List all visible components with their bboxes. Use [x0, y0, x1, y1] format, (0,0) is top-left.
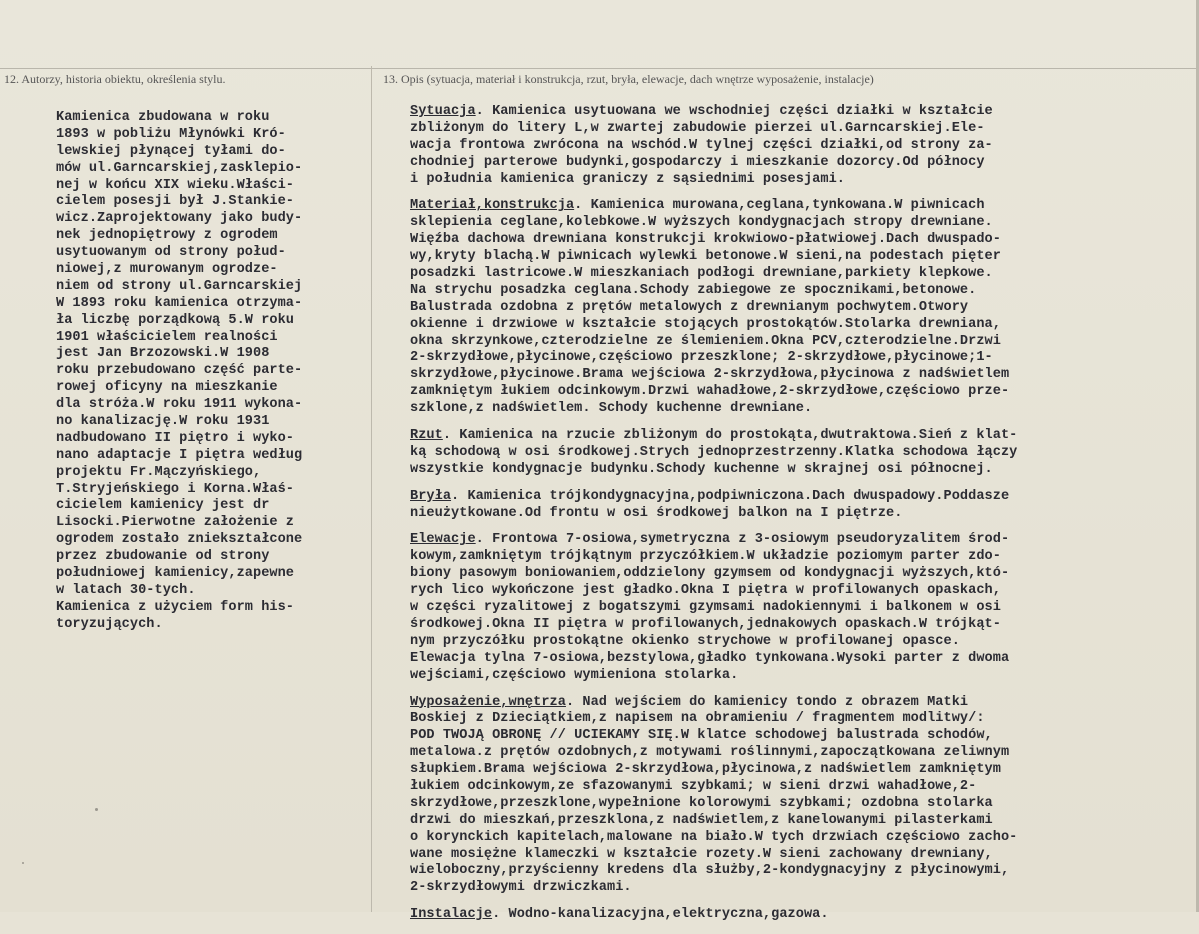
description-text-line: łukiem odcinkowym,ze sfazowanymi szybkami; w sieni drzwi wahadłowe,2- [410, 778, 977, 794]
section-heading: Instalacje [410, 907, 493, 923]
description-text-line: skrzydłowe,płycinowe.Brama wejściowa 2-skrzydłowa,płycinowa z nadświetlem [410, 367, 1010, 383]
description-text-line: posadzki lastricowe.W mieszkaniach podłogi drewniane,parkiety klepkowe. [410, 266, 993, 282]
description-text-line: wy,kryty blachą.W piwnicach wylewki betonowe.W sieni,na podestach pięter [410, 249, 1001, 265]
description-text-line: wacja frontowa zwrócona na wschód.W tylnej części działki,od strony za- [410, 137, 993, 153]
history-text-line: usytuowanym od strony połud- [56, 245, 286, 261]
description-text-line: chodniej parterowe budynki,gospodarczy i mieszkanie dozorcy.Od północy [410, 154, 985, 170]
paper-speck [95, 808, 98, 811]
history-text-line: ła liczbę porządkową 5.W roku [56, 312, 295, 328]
history-text-line: roku przebudowano część parte- [56, 363, 303, 379]
description-text-line: zamkniętym łukiem odcinkowym.Drzwi wahadłowe,2-skrzydłowe,częściowo prze- [410, 384, 1010, 400]
section-heading: Materiał,konstrukcja [410, 198, 575, 214]
description-text-line: nym przyczółku prostokątne okienko strychowe w profilowanej opasce. [410, 633, 960, 649]
history-text-line: W 1893 roku kamienica otrzyma- [56, 295, 303, 311]
description-text-line: rych lico wykończone jest gładko.Okna I piętra w profilowanych opaskach, [410, 583, 1001, 599]
description-text-line: Elewacja tylna 7-osiowa,bezstylowa,gładko tynkowana.Wysoki parter z dwoma [410, 650, 1010, 666]
history-text-line: rowej oficyny na mieszkanie [56, 380, 278, 396]
history-text-line: Kamienica z użyciem form his- [56, 599, 295, 615]
history-text-line: T.Stryjeńskiego i Korna.Właś- [56, 481, 295, 497]
section-header-authors: 12. Autorzy, historia obiektu, określenia stylu. [4, 72, 226, 86]
history-text-line: południowej kamienicy,zapewne [56, 566, 295, 582]
section-heading: Wyposażenie,wnętrza [410, 694, 566, 710]
description-text-line: słupkiem.Brama wejściowa 2-skrzydłowa,płycinowa,z nadświetlem zamkniętym [410, 762, 1001, 778]
description-text-line: Balustrada ozdobna z prętów metalowych z drewnianym pochwytem.Otwory [410, 299, 969, 315]
description-text-line: Na strychu posadzka ceglana.Schody zabiegowe ze spocznikami,betonowe. [410, 282, 977, 298]
section-heading-continuation: . Kamienica trójkondygnacyjna,podpiwniczona.Dach dwuspadowy.Poddasze [451, 488, 1010, 504]
description-text-line: sklepienia ceglane,kolebkowe.W wyższych kondygnacjach stropy drewniane. [410, 215, 993, 231]
history-text-line: niem od strony ul.Garncarskiej [56, 278, 303, 294]
description-text-line: wszystkie kondygnacje budynku.Schody kuchenne w skrajnej osi północnej. [410, 461, 993, 477]
section-heading-continuation: . Kamienica murowana,ceglana,tynkowana.W piwnicach [574, 198, 985, 214]
history-text-line: toryzujących. [56, 616, 163, 632]
history-text-line: cielem posesji był J.Stankie- [56, 194, 295, 210]
section-heading-continuation: . Kamienica na rzucie zbliżonym do prostokąta,dwutraktowa.Sień z klat- [442, 428, 1018, 444]
section-heading-continuation: . Wodno-kanalizacyjna,elektryczna,gazowa. [492, 907, 829, 923]
description-text-line: zbliżonym do litery L,w zwartej zabudowie pierzei ul.Garncarskiej.Ele- [410, 120, 985, 136]
column-divider [371, 66, 372, 912]
section-first-line [410, 104, 1017, 121]
section-heading: Rzut [410, 428, 443, 444]
description-text-line: ką schodową w osi środkowej.Strych jednoprzestrzenny.Klatka schodowa łączy [410, 444, 1018, 460]
section-heading-continuation: . Frontowa 7-osiowa,symetryczna z 3-osiowym pseudoryzalitem środ- [475, 532, 1010, 548]
description-text-line: i południa kamienica graniczy z sąsiednimi posesjami. [410, 171, 846, 187]
section-first-line [410, 907, 1017, 924]
history-column [56, 110, 302, 634]
history-text-line: nej w końcu XIX wieku.Właści- [56, 177, 295, 193]
history-text-line: w latach 30-tych. [56, 582, 196, 598]
section-heading: Elewacje [410, 532, 476, 548]
section-heading-continuation: . Nad wejściem do kamienicy tondo z obrazem Matki [565, 694, 969, 710]
description-text-line: o korynckich kapitelach,malowane na biało.W tych drzwiach częściowo zacho- [410, 829, 1018, 845]
description-text-line: 2-skrzydłowe,płycinowe,częściowo przeszklone; 2-skrzydłowe,płycinowe;1- [410, 350, 993, 366]
section-first-line [410, 695, 1017, 712]
section-heading: Bryła [410, 488, 452, 504]
description-text-line: wieloboczny,przyścienny kredens dla służby,2-kondygnacyjny z płycinowymi, [410, 863, 1010, 879]
description-text-line: 2-skrzydłowymi drzwiczkami. [410, 880, 632, 896]
description-text-line: okienne i drzwiowe w kształcie stojących prostokątów.Stolarka drewniana, [410, 316, 1001, 332]
history-text-line: jest Jan Brzozowski.W 1908 [56, 346, 270, 362]
description-text-line: środkowej.Okna II piętra w profilowanych,jednakowych opaskach.W trójkąt- [410, 616, 1001, 632]
history-text-line: lewskiej płynącej tyłami do- [56, 143, 286, 159]
section-heading-continuation: . Kamienica usytuowana we wschodniej części działki w kształcie [475, 104, 993, 119]
description-text-line: wejściami,częściowo wymieniona stolarka. [410, 667, 739, 683]
header-rule [0, 68, 1199, 69]
description-text-line: metalowa.z prętów ozdobnych,z motywami roślinnymi,zapoczątkowana zeliwnym [410, 745, 1010, 761]
description-section [410, 198, 1017, 418]
description-text-line: drzwi do mieszkań,przeszklona,z nadświetlem,z kanelowanymi pilasterkami [410, 812, 993, 828]
history-text-line: Kamienica zbudowana w roku [56, 110, 270, 125]
section-first-line [410, 198, 1017, 215]
description-section [410, 428, 1017, 479]
history-text-line: projektu Fr.Mączyńskiego, [56, 464, 262, 480]
history-text-line: przez zbudowanie od strony [56, 549, 270, 565]
history-text-line: ogrodem zostało zniekształcone [56, 532, 303, 548]
section-heading: Sytuacja [410, 104, 476, 119]
description-text-line: okna skrzynkowe,czterodzielne ze ślemieniem.Okna PCV,czterodzielne.Drzwi [410, 333, 1001, 349]
history-text-line: nek jednopiętrowy z ogrodem [56, 228, 278, 244]
history-text-line: no kanalizację.W roku 1931 [56, 414, 270, 430]
history-text-line: nano adaptacje I piętra według [56, 447, 303, 463]
description-text-line: nieużytkowane.Od frontu w osi środkowej balkon na I piętrze. [410, 505, 903, 521]
description-section [410, 907, 1017, 924]
description-text-line: biony pasowym boniowaniem,oddzielony gzymsem od kondygnacji wyższych,któ- [410, 566, 1010, 582]
description-section [410, 104, 1017, 188]
description-text-line: POD TWOJĄ OBRONĘ // UCIEKAMY SIĘ.W klatce schodowej balustrada schodów, [410, 728, 993, 744]
description-section [410, 489, 1017, 523]
history-text-line: niowej,z murowanym ogrodze- [56, 262, 278, 278]
description-text-line: szklone,z nadświetlem. Schody kuchenne drewniane. [410, 401, 813, 417]
section-first-line [410, 532, 1017, 549]
history-text-line: mów ul.Garncarskiej,zasklepio- [56, 160, 303, 176]
description-text-line: w części ryzalitowej z bogatszymi gzymsami nadokiennymi i balkonem w osi [410, 600, 1001, 616]
description-text-line: Więźba dachowa drewniana konstrukcji krokwiowo-płatwiowej.Dach dwuspado- [410, 232, 1001, 248]
description-text-line: wane mosiężne klameczki w kształcie rozety.W sieni zachowany drewniany, [410, 846, 993, 862]
description-text-line: skrzydłowe,przeszklone,wypełnione kolorowymi szybkami; ozdobna stolarka [410, 795, 993, 811]
history-text-line: Lisocki.Pierwotne założenie z [56, 515, 295, 531]
description-section [410, 695, 1017, 898]
history-text-line: nadbudowano II piętro i wyko- [56, 430, 295, 446]
description-column [410, 104, 1017, 934]
section-first-line [410, 428, 1017, 445]
section-first-line [410, 489, 1017, 506]
description-section [410, 532, 1017, 684]
history-text-line: 1901 właścicielem realności [56, 329, 278, 345]
description-text-line: Boskiej z Dzieciątkiem,z napisem na obramieniu / fragmentem modlitwy/: [410, 711, 985, 727]
paper-speck [22, 862, 24, 864]
history-text-line: dla stróża.W roku 1911 wykona- [56, 397, 303, 413]
history-text-line: cicielem kamienicy jest dr [56, 498, 270, 514]
section-header-description: 13. Opis (sytuacja, materiał i konstrukcja, rzut, bryła, elewacje, dach wnętrze wyposażenie, instalacje) [383, 72, 874, 86]
history-text-line: 1893 w pobliżu Młynówki Kró- [56, 126, 286, 142]
history-text-line: wicz.Zaprojektowany jako budy- [56, 211, 303, 227]
description-text-line: kowym,zamkniętym trójkątnym przyczółkiem.W układzie poziomym parter zdo- [410, 549, 1001, 565]
